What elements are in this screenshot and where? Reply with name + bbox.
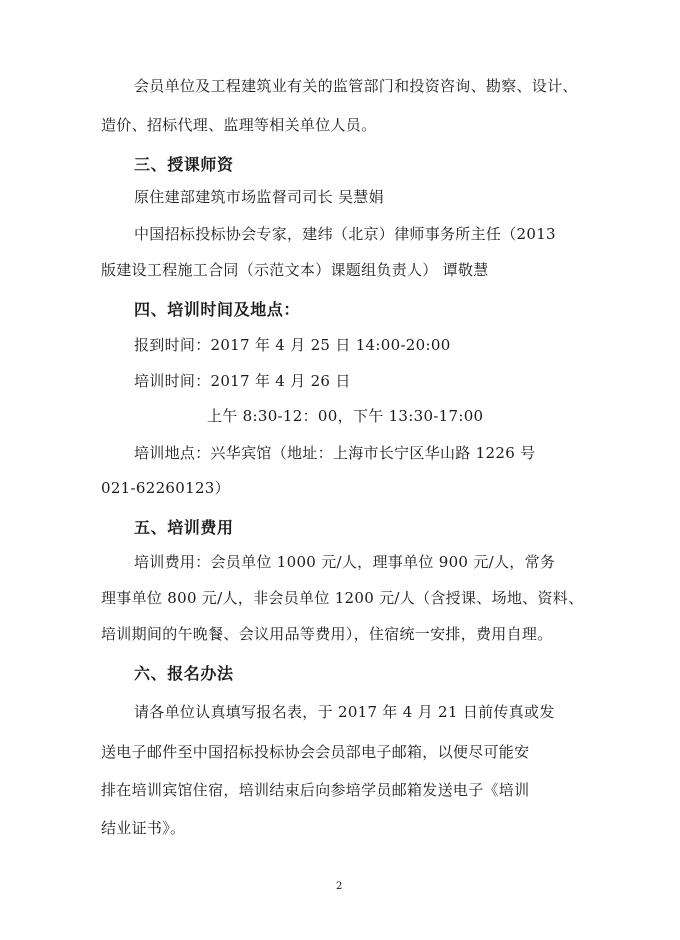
page-number: 2 <box>336 881 343 892</box>
body-text-line: 021-62260123） <box>101 479 230 497</box>
body-text-line: 原住建部建筑市场监督司司长 吴慧娟 <box>134 188 384 206</box>
body-text-line: 造价、招标代理、监理等相关单位人员。 <box>101 116 377 134</box>
body-text-line: 理事单位 800 元/人，非会员单位 1200 元/人（含授课、场地、资料、 <box>101 589 584 607</box>
body-text-line: 版建设工程施工合同（示范文本）课题组负责人） 谭敬慧 <box>101 261 489 279</box>
body-text-line: 培训地点：兴华宾馆（地址：上海市长宁区华山路 1226 号 <box>134 444 536 462</box>
body-text-line: 请各单位认真填写报名表，于 2017 年 4 月 21 日前传真或发 <box>134 703 555 721</box>
body-text-line: 会员单位及工程建筑业有关的监管部门和投资咨询、勘察、设计、 <box>134 77 578 95</box>
section-heading-instructors: 三、授课师资 <box>134 155 234 174</box>
body-text-line: 送电子邮件至中国招标投标协会会员部电子邮箱，以便尽可能安 <box>101 743 530 761</box>
body-text-line: 中国招标投标协会专家，建纬（北京）律师事务所主任（2013 <box>134 225 556 243</box>
body-text-line: 培训费用：会员单位 1000 元/人，理事单位 900 元/人，常务 <box>134 553 556 571</box>
body-text-line: 报到时间：2017 年 4 月 25 日 14:00-20:00 <box>134 336 451 354</box>
section-heading-time-place: 四、培训时间及地点： <box>134 300 301 319</box>
body-text-line: 结业证书》。 <box>101 819 186 837</box>
body-text-line: 上午 8:30-12：00，下午 13:30-17:00 <box>207 407 484 425</box>
body-text-line: 培训时间：2017 年 4 月 26 日 <box>134 372 351 390</box>
section-heading-registration: 六、报名办法 <box>134 664 234 683</box>
body-text-line: 排在培训宾馆住宿，培训结束后向参培学员邮箱发送电子《培训 <box>101 781 530 799</box>
body-text-line: 培训期间的午晚餐、会议用品等费用），住宿统一安排，费用自理。 <box>101 625 553 643</box>
section-heading-fees: 五、培训费用 <box>134 518 234 537</box>
